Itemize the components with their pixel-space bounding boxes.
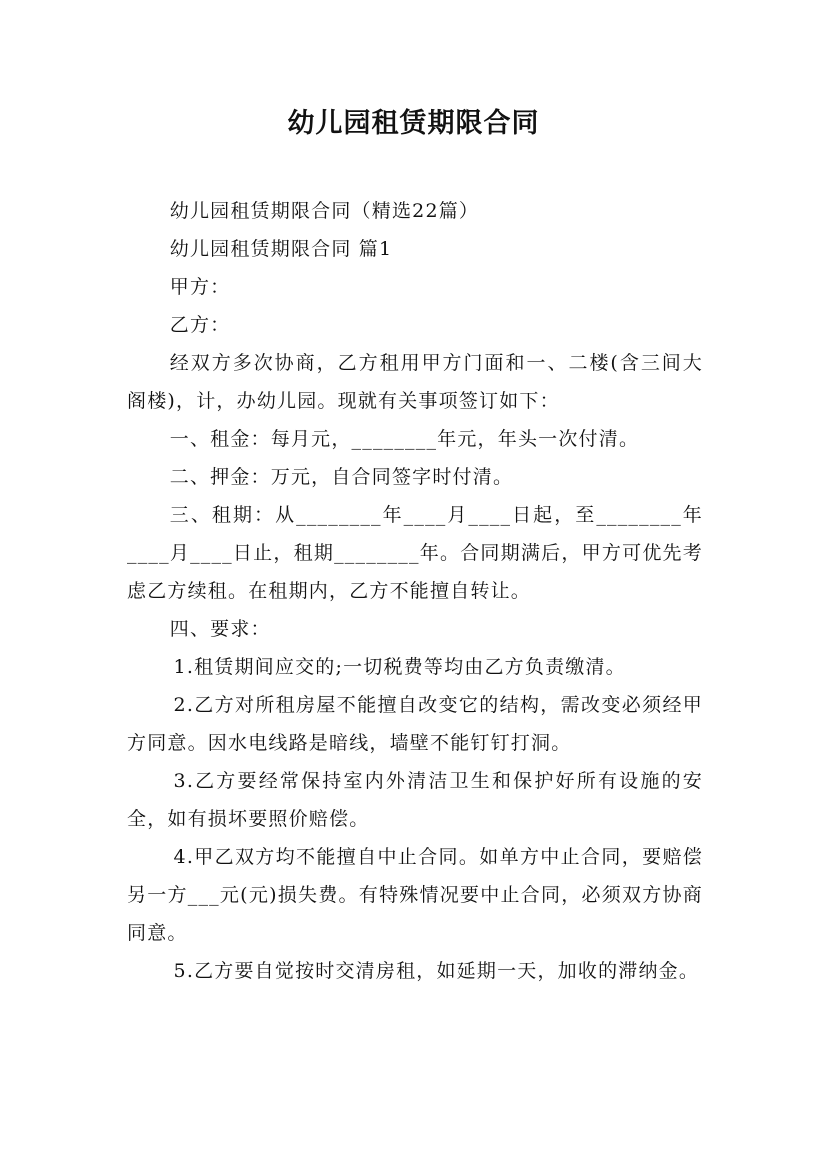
paragraph-party-a: 甲方：: [169, 276, 231, 298]
paragraph-item-5: 5.乙方要自觉按时交清房租，如延期一天，加收的滞纳金。: [173, 960, 700, 982]
paragraph-item-4: 4.甲乙双方均不能擅自中止合同。如单方中止合同，要赔偿另一方___元(元)损失费。有特殊情况要中止合同，必须双方协商同意。: [127, 846, 703, 944]
paragraph-item-3: 3.乙方要经常保持室内外清洁卫生和保护好所有设施的安全，如有损坏要照价赔偿。: [127, 770, 703, 830]
paragraph-item-2: 2.乙方对所租房屋不能擅自改变它的结构，需改变必须经甲方同意。因水电线路是暗线，墙壁不能钉钉打洞。: [127, 694, 703, 754]
document-body: [127, 192, 703, 990]
paragraph-item-1: 1.租赁期间应交的;一切税费等均由乙方负责缴清。: [173, 656, 626, 678]
paragraph-requirements: 四、要求：: [169, 618, 271, 640]
paragraph-rent: 一、租金：每月元，________年元，年头一次付清。: [169, 428, 640, 450]
paragraph-intro: 经双方多次协商，乙方租用甲方门面和一、二楼(含三间大阁楼)，计，办幼儿园。现就有关事项签订如下：: [127, 352, 703, 412]
paragraph-subtitle: 幼儿园租赁期限合同（精选22篇）: [169, 200, 480, 222]
paragraph-term: 三、租期：从________年____月____日起，至________年____月____日止，租期________年。合同期满后，甲方可优先考虑乙方续租。在租期内，乙方不能擅自转让。: [127, 504, 703, 602]
paragraph-party-b: 乙方：: [169, 314, 231, 336]
paragraph-section-heading: 幼儿园租赁期限合同 篇1: [169, 238, 393, 260]
paragraph-deposit: 二、押金：万元，自合同签字时付清。: [169, 466, 514, 488]
document-title: 幼儿园租赁期限合同: [287, 108, 540, 139]
